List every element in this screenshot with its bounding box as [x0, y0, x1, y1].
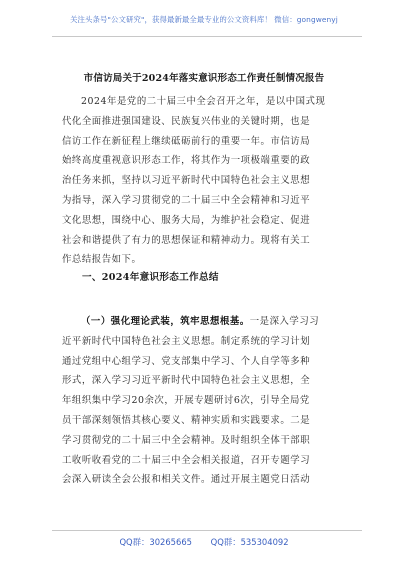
intro-line: 2024年是党的二十届三中全会召开之年，是以中国式现	[81, 96, 326, 107]
intro-line: 社会和谐提供了有力的思想保证和精神动力。现将有关工	[62, 234, 311, 246]
subsection-line: 工收听收看党的二十届三中全会相关报道，召开专题学习	[62, 454, 311, 466]
intro-line: 文化思想，围绕中心、服务大局，为维护社会稳定、促进	[62, 214, 311, 226]
subsection-line: 会深入研读全会公报和相关文件。通过开展主题党日活动	[62, 474, 311, 486]
intro-line: 信访工作在新征程上继续砥砺前行的重要一年。市信访局	[62, 135, 311, 147]
subsection-line: 学习贯彻党的二十届三中全会精神。及时组织全体干部职	[62, 434, 311, 446]
header-divider	[52, 36, 362, 37]
intro-line: 作总结报告如下。	[62, 254, 142, 266]
document-title: 市信访局关于2024年落实意识形态工作责任制情况报告	[83, 73, 325, 84]
intro-line: 始终高度重视意识形态工作，将其作为一项极端重要的政	[62, 155, 311, 167]
header-promo-text: 关注头条号"公文研究"，获得最新最全最专业的公文资料库！ 微信：gongwenyj	[70, 15, 338, 24]
section-heading: 一、2024年意识形态工作总结	[82, 272, 219, 283]
intro-line: 为指导，深入学习贯彻党的二十届三中全会精神和习近平	[62, 194, 311, 206]
footer-divider	[52, 530, 362, 531]
subsection-line: 年组织集中学习20余次，开展专题研讨6次，引导全局党	[62, 395, 310, 407]
intro-paragraph	[62, 92, 352, 270]
footer-qq-group-1: QQ群：30265665	[119, 537, 192, 547]
subsection-line: 通过党组中心组学习、党支部集中学习、个人自学等多种	[62, 355, 311, 367]
subsection-line: 员干部深刻领悟其核心要义、精神实质和实践要求。二是	[62, 414, 311, 426]
subsection-line: 形式，深入学习习近平新时代中国特色社会主义思想，全	[62, 375, 311, 387]
subsection-first-line	[62, 312, 352, 332]
intro-line: 代化全面推进强国建设、民族复兴伟业的关键时期，也是	[62, 115, 311, 127]
intro-line: 治任务来抓，坚持以习近平新时代中国特色社会主义思想	[62, 175, 311, 187]
subsection-first-text: 一是深入学习习	[249, 316, 320, 327]
subsection-heading: （一）强化理论武装，筑牢思想根基。	[81, 316, 250, 327]
footer-contact	[0, 536, 408, 548]
subsection-line: 近平新时代中国特色社会主义思想。制定系统的学习计划	[62, 335, 311, 347]
subsection-paragraph	[62, 312, 352, 490]
footer-qq-group-2: QQ群：535304092	[210, 537, 289, 547]
